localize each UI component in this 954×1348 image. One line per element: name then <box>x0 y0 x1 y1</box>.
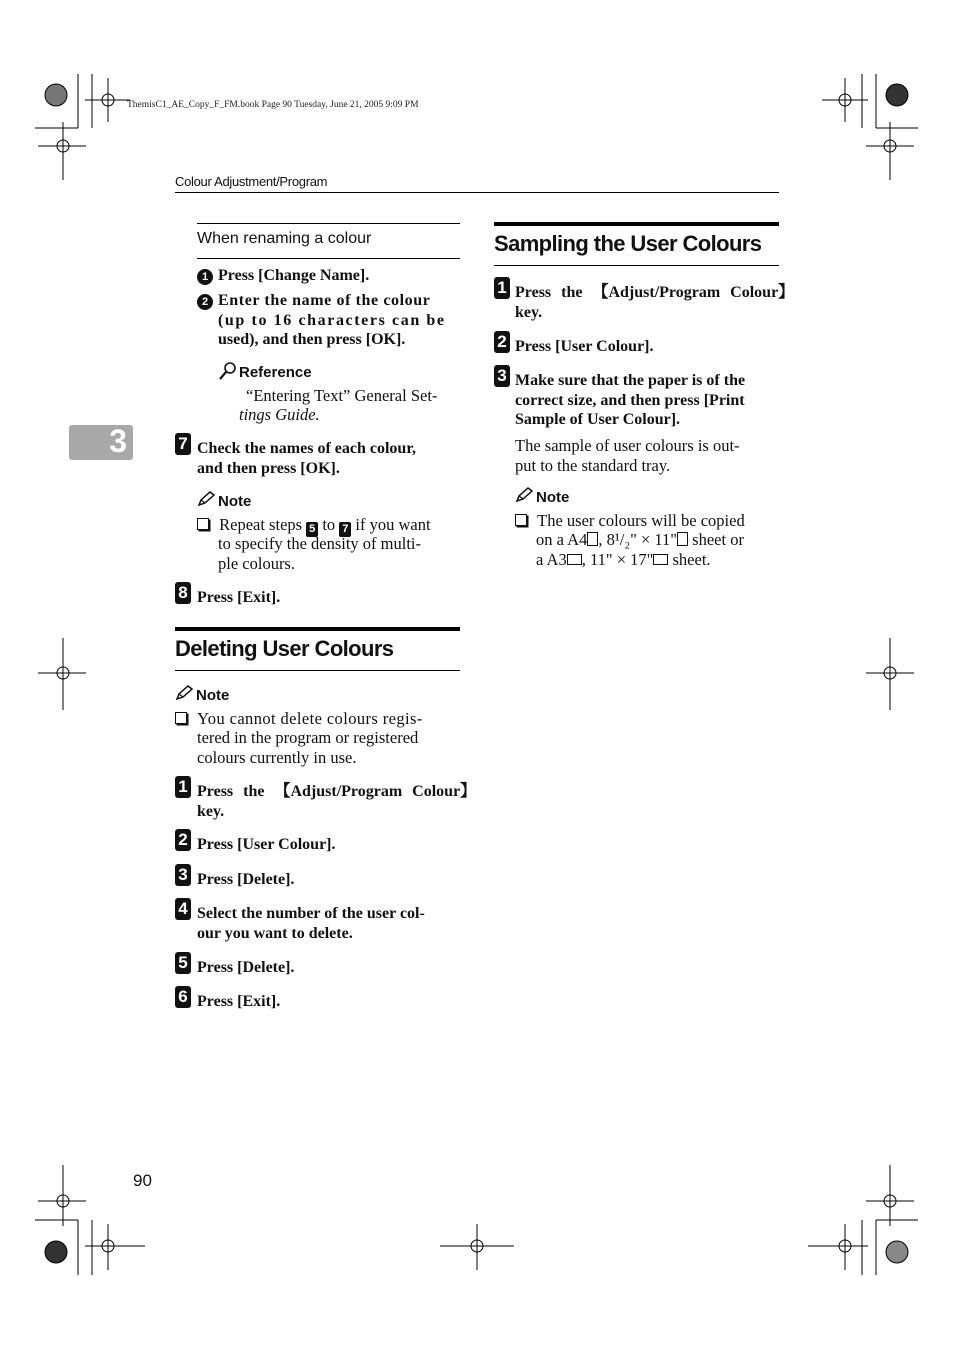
checkbox-bullet <box>515 514 527 526</box>
portrait-paper-icon <box>587 532 598 546</box>
step-ref-7: 7 <box>339 522 351 537</box>
header-rule <box>175 192 779 193</box>
delete-step-3-text: Press [Delete]. <box>197 871 295 888</box>
sampling-step-3-line1: Make sure that the paper is of the <box>515 372 746 389</box>
delete-step-2-text: Press [User Colour]. <box>197 836 336 853</box>
substep-1-badge: 1 <box>197 269 213 285</box>
page-number: 90 <box>133 1171 152 1190</box>
step-8-text: Press [Exit]. <box>197 589 281 606</box>
delete-step-4-badge: 4 <box>175 898 191 920</box>
note-1-line3: ple colours. <box>218 554 295 573</box>
delete-heading: Deleting User Colours <box>175 636 394 661</box>
sampling-step-3-line2: correct size, and then press [Print <box>515 392 745 409</box>
note-3-line3 <box>536 550 711 570</box>
note-1-line2: to specify the density of multi- <box>218 534 422 553</box>
sampling-step-1-line1: Press the 【Adjust/Program Colour】 <box>515 284 795 301</box>
delete-step-1-line1: Press the 【Adjust/Program Colour】 <box>197 783 477 800</box>
rename-heading: When renaming a colour <box>197 230 372 247</box>
delete-rule-top <box>175 627 460 631</box>
note-2-label: Note <box>196 687 230 704</box>
delete-step-5-text: Press [Delete]. <box>197 959 295 976</box>
note-1-text-b: if you want <box>355 515 431 534</box>
substep-2-line3: used), and then press [OK]. <box>218 331 406 348</box>
delete-step-6-text: Press [Exit]. <box>197 993 281 1010</box>
sampling-heading: Sampling the User Colours <box>494 231 762 256</box>
note-3-a4: on a A4 <box>536 530 588 549</box>
step-8-badge: 8 <box>175 582 191 604</box>
reference-label: Reference <box>239 364 312 381</box>
note-2-text: You cannot delete colours regis- <box>197 709 423 728</box>
reference-line1-text: “Entering Text” General Set- <box>246 386 438 405</box>
note-3-line1 <box>515 511 745 531</box>
sampling-rule-top <box>494 222 779 226</box>
sampling-body-line1: The sample of user colours is out- <box>515 436 740 455</box>
book-info: ThemisC1_AE_Copy_F_FM.book Page 90 Tuesday, June 21, 2005 9:09 PM <box>127 100 419 110</box>
step-ref-5: 5 <box>306 522 318 537</box>
substep-2-line1: Enter the name of the colour <box>218 292 431 309</box>
note-pencil-icon <box>175 685 195 701</box>
rename-rule-top <box>197 223 460 224</box>
checkbox-bullet <box>197 518 209 530</box>
note-3-letter: , 8¹/₂" × 11" <box>598 530 678 549</box>
note-3-label: Note <box>536 489 570 506</box>
sampling-step-2-text: Press [User Colour]. <box>515 338 654 355</box>
note-1-text-a: Repeat steps <box>219 515 303 534</box>
running-header: Colour Adjustment/Program <box>175 174 328 189</box>
substep-1-text: Press [Change Name]. <box>218 267 370 284</box>
note-1-to: to <box>322 515 336 534</box>
note-2-line3: colours currently in use. <box>197 748 357 767</box>
delete-step-1-badge: 1 <box>175 776 191 798</box>
note-2-line1 <box>175 709 423 729</box>
step-7-line1: Check the names of each colour, <box>197 440 416 457</box>
sampling-step-1-line2: key. <box>515 304 543 321</box>
sampling-step-1-badge: 1 <box>494 277 510 299</box>
note-3-line2 <box>536 530 744 550</box>
sampling-step-2-badge: 2 <box>494 331 510 353</box>
delete-step-2-badge: 2 <box>175 829 191 851</box>
chapter-tab <box>69 425 133 460</box>
sampling-rule-bottom <box>494 265 779 266</box>
delete-step-4-line1: Select the number of the user col- <box>197 905 425 922</box>
sampling-step-3-line3: Sample of User Colour]. <box>515 411 681 428</box>
reference-icon <box>218 361 238 381</box>
checkbox-bullet <box>175 712 187 724</box>
note-3-ledger: , 11" × 17" <box>581 550 654 569</box>
portrait-paper-icon <box>677 532 688 546</box>
landscape-paper-icon <box>653 554 668 565</box>
step-7-line2: and then press [OK]. <box>197 460 340 477</box>
landscape-paper-icon <box>567 554 582 565</box>
chapter-number: 3 <box>109 423 127 459</box>
reference-line1 <box>246 386 437 406</box>
sampling-body-line2: put to the standard tray. <box>515 456 671 475</box>
note-2-line2: tered in the program or registered <box>197 728 419 747</box>
note-3-a3: a A3 <box>536 550 567 569</box>
rename-rule-bottom <box>197 258 460 259</box>
delete-step-1-line2: key. <box>197 803 225 820</box>
sampling-step-3-badge: 3 <box>494 365 510 387</box>
note-3-sheet: sheet. <box>672 550 711 569</box>
delete-step-6-badge: 6 <box>175 986 191 1008</box>
delete-step-5-badge: 5 <box>175 952 191 974</box>
substep-2-line2: (up to 16 characters can be <box>218 312 446 329</box>
note-1-label: Note <box>218 493 252 510</box>
step-7-badge: 7 <box>175 433 191 455</box>
delete-rule-bottom <box>175 670 460 671</box>
substep-2-badge: 2 <box>197 294 213 310</box>
delete-step-4-line2: our you want to delete. <box>197 925 353 942</box>
note-pencil-icon <box>197 491 217 507</box>
note-pencil-icon <box>515 487 535 503</box>
delete-step-3-badge: 3 <box>175 864 191 886</box>
note-3-text: The user colours will be copied <box>537 511 745 530</box>
reference-line2: tings Guide. <box>239 405 320 424</box>
note-3-sheet-or: sheet or <box>692 530 744 549</box>
